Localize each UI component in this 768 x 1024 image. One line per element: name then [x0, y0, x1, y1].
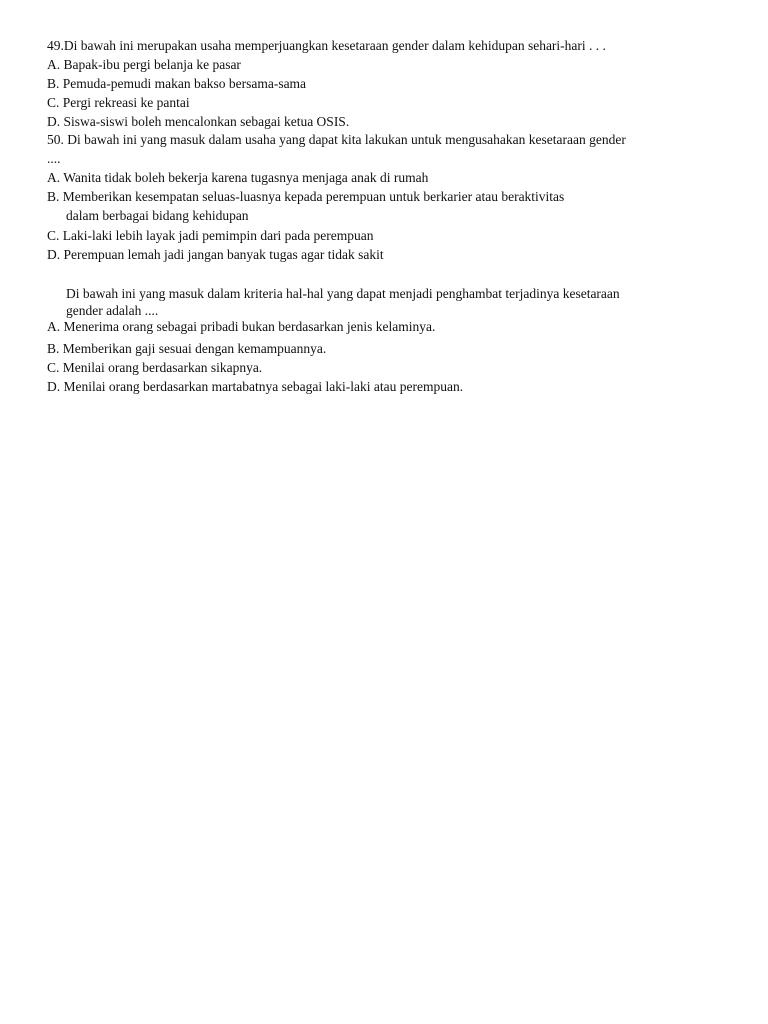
q51-option-b: B. Memberikan gaji sesuai dengan kemampuannya. — [47, 341, 327, 356]
q50-option-b: B. Memberikan kesempatan seluas-luasnya kepada perempuan untuk berkarier atau beraktivitas — [47, 189, 565, 204]
q51-option-d: D. Menilai orang berdasarkan martabatnya sebagai laki-laki atau perempuan. — [47, 379, 464, 394]
q51-option-a: A. Menerima orang sebagai pribadi bukan berdasarkan jenis kelaminya. — [47, 319, 436, 334]
question-51-continuation: gender adalah .... — [66, 303, 159, 318]
q50-option-a: A. Wanita tidak boleh bekerja karena tugasnya menjaga anak di rumah — [47, 170, 429, 185]
q50-option-c: C. Laki-laki lebih layak jadi pemimpin dari pada perempuan — [47, 228, 374, 243]
q49-option-c: C. Pergi rekreasi ke pantai — [47, 95, 190, 110]
q49-option-b: B. Pemuda-pemudi makan bakso bersama-sama — [47, 76, 307, 91]
question-50-continuation: .... — [47, 151, 61, 166]
q50-option-d: D. Perempuan lemah jadi jangan banyak tugas agar tidak sakit — [47, 247, 384, 262]
q49-option-d: D. Siswa-siswi boleh mencalonkan sebagai ketua OSIS. — [47, 114, 350, 129]
q50-option-b-continuation: dalam berbagai bidang kehidupan — [66, 208, 249, 223]
question-51: Di bawah ini yang masuk dalam kriteria hal-hal yang dapat menjadi penghambat terjadinya kesetaraan — [66, 286, 620, 301]
question-49: 49.Di bawah ini merupakan usaha memperjuangkan kesetaraan gender dalam kehidupan sehari-hari . . . — [47, 38, 606, 53]
q51-option-c: C. Menilai orang berdasarkan sikapnya. — [47, 360, 263, 375]
question-50: 50. Di bawah ini yang masuk dalam usaha yang dapat kita lakukan untuk mengusahakan kesetaraan gender — [47, 132, 626, 147]
q49-option-a: A. Bapak-ibu pergi belanja ke pasar — [47, 57, 241, 72]
